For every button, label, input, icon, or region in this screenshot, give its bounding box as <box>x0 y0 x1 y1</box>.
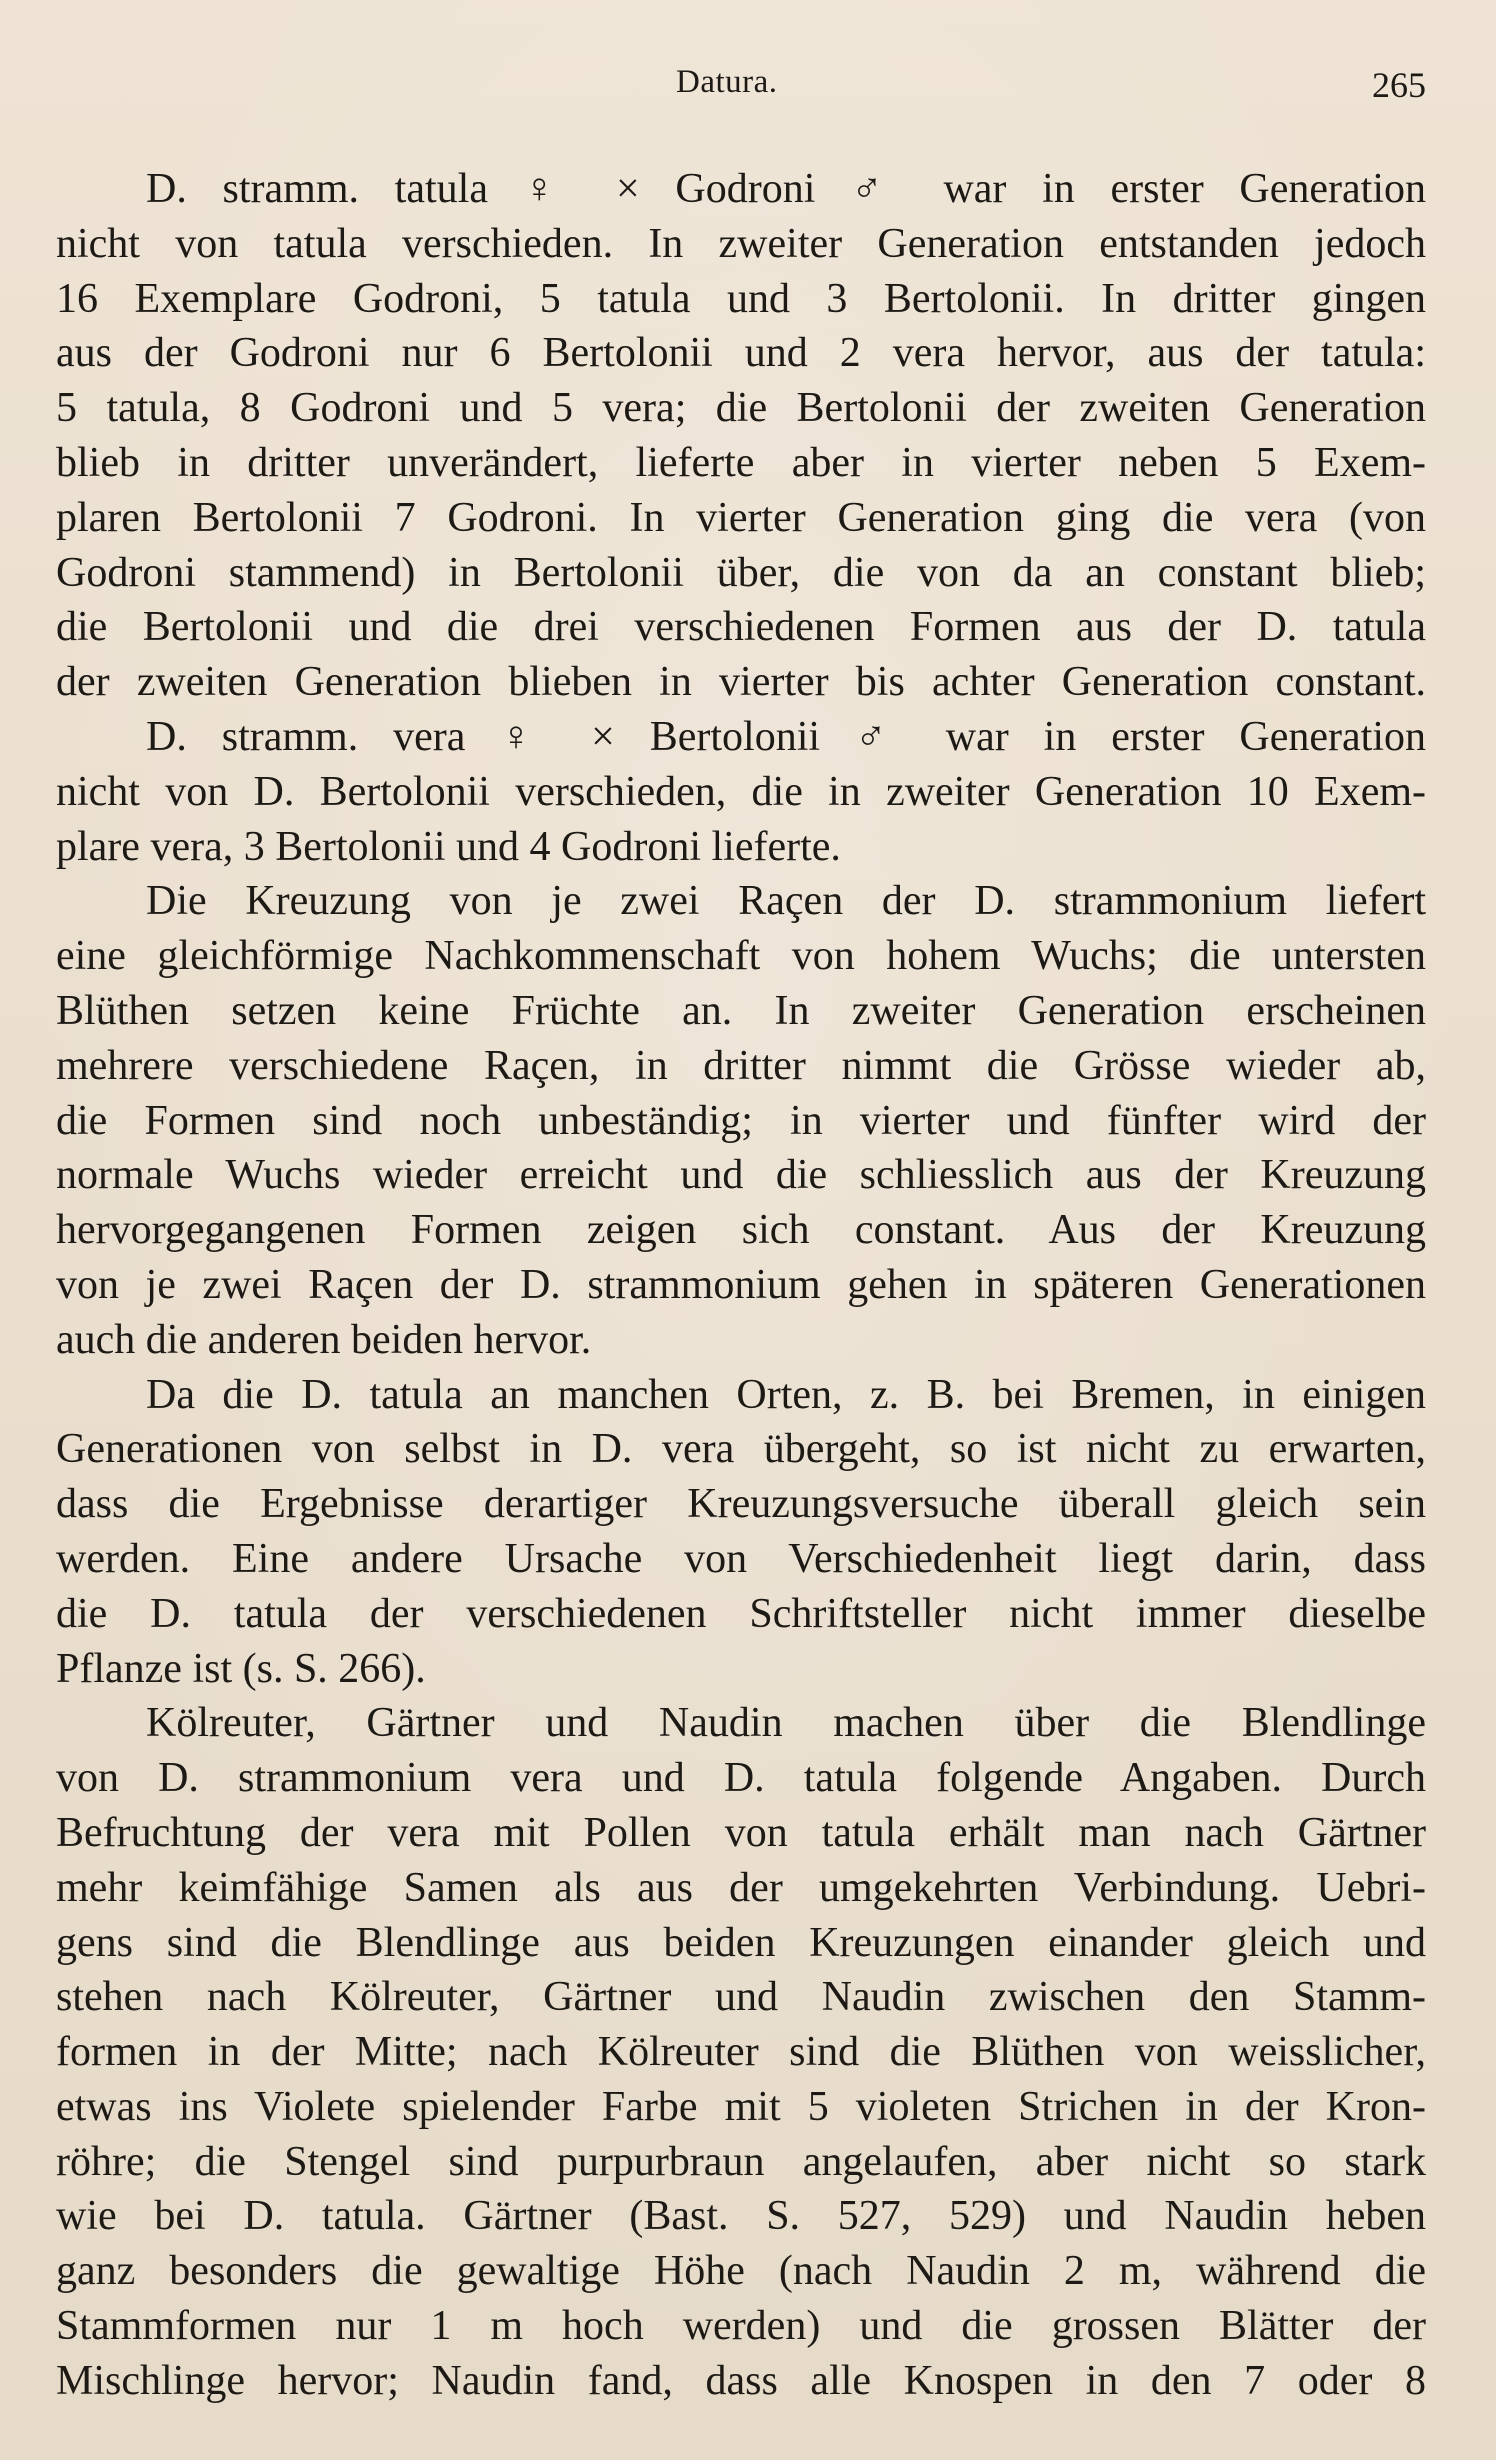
line-text: D. stramm. vera ♀ × Bertolonii ♂ war in erster Generation <box>146 713 1426 760</box>
line-text: auch die anderen beiden hervor. <box>56 1316 592 1363</box>
text-line <box>56 217 1426 272</box>
text-line <box>56 1642 1426 1697</box>
text-line <box>56 710 1426 765</box>
line-text: die Bertolonii und die drei verschiedenen Formen aus der D. tatula <box>56 604 1426 651</box>
text-line <box>56 1696 1426 1751</box>
text-line <box>56 1258 1426 1313</box>
text-line <box>56 436 1426 491</box>
line-text: aus der Godroni nur 6 Bertolonii und 2 vera hervor, aus der tatula: <box>56 330 1426 377</box>
line-text: Mischlinge hervor; Naudin fand, dass alle Knospen in den 7 oder 8 <box>56 2357 1426 2404</box>
text-line <box>56 2189 1426 2244</box>
line-text: blieb in dritter unverändert, lieferte aber in vierter neben 5 Exem- <box>56 439 1426 486</box>
text-line <box>56 1094 1426 1149</box>
line-text: ganz besonders die gewaltige Höhe (nach Naudin 2 m, während die <box>56 2248 1426 2295</box>
line-text: Die Kreuzung von je zwei Raçen der D. strammonium liefert <box>146 878 1426 925</box>
text-line <box>56 2354 1426 2409</box>
running-head <box>56 64 1426 128</box>
running-title: Datura. <box>676 64 778 100</box>
text-line <box>56 1203 1426 1258</box>
line-text: etwas ins Violete spielender Farbe mit 5 violeten Strichen in der Kron- <box>56 2083 1426 2130</box>
text-line <box>56 1916 1426 1971</box>
text-line <box>56 765 1426 820</box>
line-text: formen in der Mitte; nach Kölreuter sind die Blüthen von weisslicher, <box>56 2029 1426 2076</box>
text-line <box>56 1422 1426 1477</box>
line-text: die D. tatula der verschiedenen Schriftsteller nicht immer dieselbe <box>56 1590 1426 1637</box>
text-line <box>56 874 1426 929</box>
text-line <box>56 1587 1426 1642</box>
text-line <box>56 1368 1426 1423</box>
text-line <box>56 1532 1426 1587</box>
line-text: hervorgegangenen Formen zeigen sich constant. Aus der Kreuzung <box>56 1207 1426 1254</box>
text-line <box>56 600 1426 655</box>
line-text: D. stramm. tatula ♀ × Godroni ♂ war in erster Generation <box>146 166 1426 212</box>
line-text: Blüthen setzen keine Früchte an. In zweiter Generation erscheinen <box>56 987 1426 1034</box>
line-text: normale Wuchs wieder erreicht und die schliesslich aus der Kreuzung <box>56 1152 1426 1199</box>
line-text: mehr keimfähige Samen als aus der umgekehrten Verbindung. Uebri- <box>56 1864 1426 1911</box>
text-line <box>56 1970 1426 2025</box>
text-line <box>56 162 1426 217</box>
line-text: mehrere verschiedene Raçen, in dritter nimmt die Grösse wieder ab, <box>56 1042 1426 1089</box>
text-line <box>56 984 1426 1039</box>
text-line <box>56 1313 1426 1368</box>
line-text: Pflanze ist (s. S. 266). <box>56 1645 426 1692</box>
line-text: nicht von D. Bertolonii verschieden, die in zweiter Generation 10 Exem- <box>56 768 1426 815</box>
text-line <box>56 2244 1426 2299</box>
line-text: stehen nach Kölreuter, Gärtner und Naudin zwischen den Stamm- <box>56 1974 1426 2021</box>
text-line <box>56 381 1426 436</box>
text-line <box>56 272 1426 327</box>
text-line <box>56 1148 1426 1203</box>
line-text: wie bei D. tatula. Gärtner (Bast. S. 527, 529) und Naudin heben <box>56 2193 1426 2240</box>
text-line <box>56 2025 1426 2080</box>
line-text: von je zwei Raçen der D. strammonium gehen in späteren Generationen <box>56 1261 1426 1308</box>
text-line <box>56 546 1426 601</box>
line-text: plaren Bertolonii 7 Godroni. In vierter Generation ging die vera (von <box>56 494 1426 541</box>
line-text: Da die D. tatula an manchen Orten, z. B. bei Bremen, in einigen <box>146 1371 1426 1418</box>
line-text: Godroni stammend) in Bertolonii über, die von da an constant blieb; <box>56 549 1426 596</box>
line-text: nicht von tatula verschieden. In zweiter Generation entstanden jedoch <box>56 220 1426 267</box>
text-line <box>56 655 1426 710</box>
text-line <box>56 820 1426 875</box>
line-text: der zweiten Generation blieben in vierter bis achter Generation constant. <box>56 659 1426 706</box>
line-text: Kölreuter, Gärtner und Naudin machen über die Blendlinge <box>146 1700 1426 1747</box>
line-text: röhre; die Stengel sind purpurbraun angelaufen, aber nicht so stark <box>56 2138 1426 2185</box>
line-text: Stammformen nur 1 m hoch werden) und die grossen Blätter der <box>56 2303 1426 2350</box>
text-line <box>56 2299 1426 2354</box>
line-text: eine gleichförmige Nachkommenschaft von hohem Wuchs; die untersten <box>56 933 1426 980</box>
line-text: von D. strammonium vera und D. tatula folgende Angaben. Durch <box>56 1755 1426 1802</box>
line-text: dass die Ergebnisse derartiger Kreuzungsversuche überall gleich sein <box>56 1481 1426 1528</box>
text-line <box>56 929 1426 984</box>
text-line <box>56 1751 1426 1806</box>
line-text: die Formen sind noch unbeständig; in vierter und fünfter wird der <box>56 1097 1426 1144</box>
text-line <box>56 491 1426 546</box>
line-text: werden. Eine andere Ursache von Verschiedenheit liegt darin, dass <box>56 1535 1426 1582</box>
line-text: gens sind die Blendlinge aus beiden Kreuzungen einander gleich und <box>56 1919 1426 1966</box>
line-text: Generationen von selbst in D. vera übergeht, so ist nicht zu erwarten, <box>56 1426 1426 1473</box>
page-number: 265 <box>1372 65 1426 105</box>
text-line <box>56 1477 1426 1532</box>
line-text: plare vera, 3 Bertolonii und 4 Godroni lieferte. <box>56 823 841 870</box>
text-line <box>56 2080 1426 2135</box>
line-text: 16 Exemplare Godroni, 5 tatula und 3 Bertolonii. In dritter gingen <box>56 275 1426 322</box>
text-line <box>56 1039 1426 1094</box>
text-line <box>56 1861 1426 1916</box>
text-line <box>56 326 1426 381</box>
body-text <box>56 162 1426 2409</box>
line-text: Befruchtung der vera mit Pollen von tatula erhält man nach Gärtner <box>56 1809 1426 1856</box>
text-line <box>56 1806 1426 1861</box>
text-line <box>56 2135 1426 2190</box>
line-text: 5 tatula, 8 Godroni und 5 vera; die Bertolonii der zweiten Generation <box>56 385 1426 432</box>
